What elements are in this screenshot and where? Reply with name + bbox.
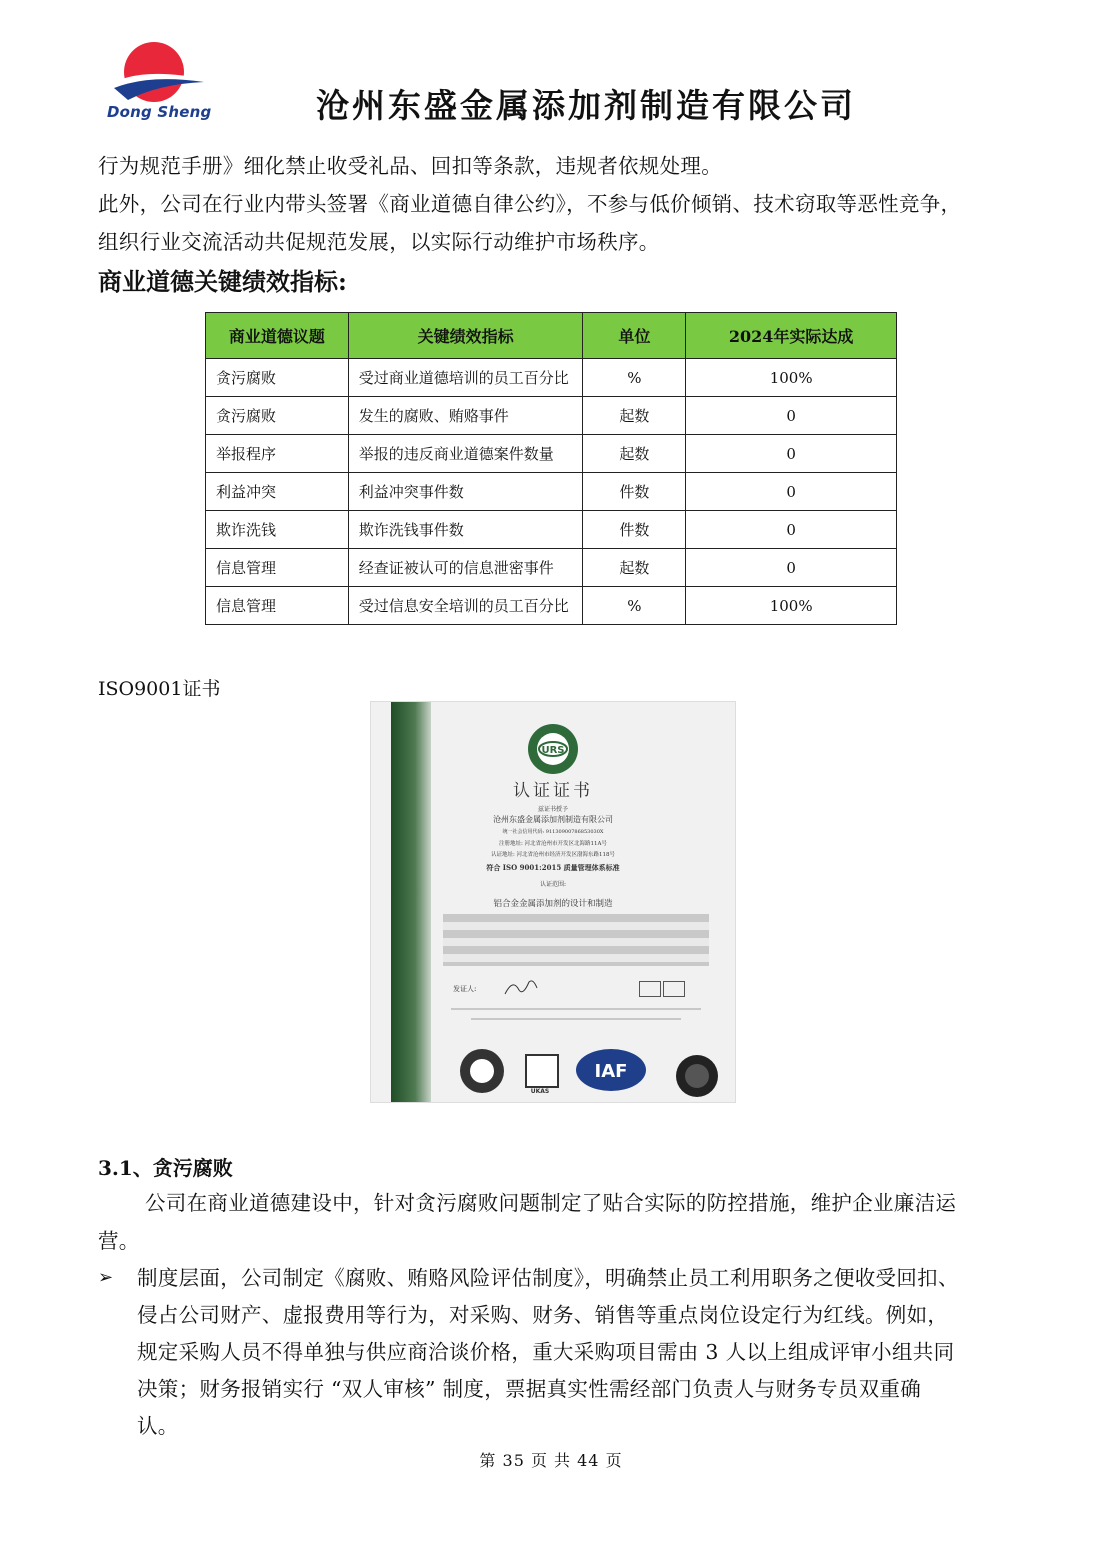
section-p1-line-1: 公司在商业道德建设中，针对贪污腐败问题制定了贴合实际的防控措施，维护企业廉洁运 bbox=[145, 1191, 957, 1215]
iso-certificate-image bbox=[370, 701, 736, 1103]
cert-company: 沧州东盛金属添加剂制造有限公司 bbox=[493, 815, 613, 824]
cert-line bbox=[471, 1018, 681, 1020]
cert-signer: 发证人: bbox=[453, 985, 477, 993]
cert-scope: 铝合金金属添加剂的设计和制造 bbox=[493, 899, 613, 909]
header-topic: 商业道德议题 bbox=[206, 313, 349, 359]
header-achieved: 2024年实际达成 bbox=[686, 313, 897, 359]
intro-line-3: 组织行业交流活动共促规范发展，以实际行动维护市场秩序。 bbox=[98, 230, 660, 254]
section-p1-line-2: 营。 bbox=[98, 1229, 140, 1253]
intro-line-1: 行为规范手册》细化禁止收受礼品、回扣等条款，违规者依规处理。 bbox=[98, 154, 722, 178]
cell-topic: 欺诈洗钱 bbox=[206, 511, 349, 549]
cert-standard: 符合 ISO 9001:2015 质量管理体系标准 bbox=[486, 863, 620, 872]
cert-data-table bbox=[443, 914, 709, 966]
cell-value: 100% bbox=[686, 359, 897, 397]
cell-topic: 举报程序 bbox=[206, 435, 349, 473]
bullet-line-4: 决策；财务报销实行 “双人审核” 制度，票据真实性需经部门负责人与财务专员双重确 bbox=[137, 1377, 921, 1401]
cell-topic: 贪污腐败 bbox=[206, 397, 349, 435]
cell-value: 100% bbox=[686, 587, 897, 625]
ukas-icon bbox=[525, 1054, 559, 1088]
table-row bbox=[206, 397, 897, 435]
cell-kpi: 发生的腐败、贿赂事件 bbox=[348, 397, 583, 435]
logo-text: Dong Sheng bbox=[107, 103, 212, 121]
cell-unit: 件数 bbox=[583, 473, 686, 511]
iso-label: ISO9001证书 bbox=[98, 678, 221, 700]
cell-topic: 信息管理 bbox=[206, 549, 349, 587]
cell-topic: 信息管理 bbox=[206, 587, 349, 625]
cell-kpi: 欺诈洗钱事件数 bbox=[348, 511, 583, 549]
cert-box bbox=[639, 981, 661, 997]
page-number: 第 35 页 共 44 页 bbox=[479, 1451, 623, 1470]
signature-icon bbox=[501, 976, 541, 998]
urs-seal-icon bbox=[526, 722, 580, 776]
cell-value: 0 bbox=[686, 397, 897, 435]
cert-granted: 兹证书授予 bbox=[537, 806, 568, 813]
table-row bbox=[206, 511, 897, 549]
accreditation-seal-icon bbox=[675, 1054, 719, 1098]
cell-kpi: 受过商业道德培训的员工百分比 bbox=[348, 359, 583, 397]
cell-kpi: 举报的违反商业道德案件数量 bbox=[348, 435, 583, 473]
cell-value: 0 bbox=[686, 511, 897, 549]
cell-unit: 起数 bbox=[583, 397, 686, 435]
table-row bbox=[206, 587, 897, 625]
cert-box bbox=[663, 981, 685, 997]
table-row bbox=[206, 359, 897, 397]
cert-line bbox=[451, 1008, 701, 1010]
bullet-line-1: 制度层面，公司制定《腐败、贿赂风险评估制度》，明确禁止员工利用职务之便收受回扣、 bbox=[137, 1266, 959, 1290]
cell-value: 0 bbox=[686, 473, 897, 511]
cell-topic: 利益冲突 bbox=[206, 473, 349, 511]
cert-cert-addr: 认证地址: 河北省沧州市经济开发区渤海东路118号 bbox=[490, 852, 616, 858]
seal-text: URS bbox=[541, 745, 565, 756]
cert-scope-label: 认证范围: bbox=[539, 881, 567, 888]
cert-title: 认证证书 bbox=[513, 781, 593, 801]
kpi-heading: 商业道德关键绩效指标: bbox=[98, 267, 347, 296]
table-row bbox=[206, 473, 897, 511]
cell-kpi: 利益冲突事件数 bbox=[348, 473, 583, 511]
cell-unit: 起数 bbox=[583, 435, 686, 473]
cell-value: 0 bbox=[686, 549, 897, 587]
cell-kpi: 经查证被认可的信息泄密事件 bbox=[348, 549, 583, 587]
bullet-line-3: 规定采购人员不得单独与供应商洽谈价格，重大采购项目需由 3 人以上组成评审小组共同 bbox=[137, 1340, 955, 1364]
section-title: 3.1、贪污腐败 bbox=[98, 1156, 233, 1180]
table-row bbox=[206, 549, 897, 587]
company-name: 沧州东盛金属添加剂制造有限公司 bbox=[316, 86, 856, 125]
cert-code: 统一社会信用代码: 91130900786853030X bbox=[502, 829, 604, 835]
cell-value: 0 bbox=[686, 435, 897, 473]
bullet-line-5: 认。 bbox=[137, 1414, 179, 1438]
cell-topic: 贪污腐败 bbox=[206, 359, 349, 397]
bullet-line-2: 侵占公司财产、虚报费用等行为，对采购、财务、销售等重点岗位设定行为红线。例如， bbox=[137, 1303, 949, 1327]
intro-line-2: 此外，公司在行业内带头签署《商业道德自律公约》，不参与低价倾销、技术窃取等恶性竞争， bbox=[98, 192, 962, 216]
table-row bbox=[206, 435, 897, 473]
cell-unit: % bbox=[583, 359, 686, 397]
cell-unit: 起数 bbox=[583, 549, 686, 587]
header-kpi: 关键绩效指标 bbox=[348, 313, 583, 359]
header-unit: 单位 bbox=[583, 313, 686, 359]
cell-unit: % bbox=[583, 587, 686, 625]
iaf-badge-icon bbox=[575, 1048, 647, 1092]
cell-kpi: 受过信息安全培训的员工百分比 bbox=[348, 587, 583, 625]
kpi-table bbox=[205, 312, 897, 625]
ukas-text: UKAS bbox=[530, 1088, 550, 1095]
table-header-row bbox=[206, 313, 897, 359]
iaf-text: IAF bbox=[594, 1061, 628, 1082]
cell-unit: 件数 bbox=[583, 511, 686, 549]
cert-reg-addr: 注册地址: 河北省沧州市开发区北海路11A号 bbox=[498, 841, 608, 847]
urs-badge-icon bbox=[459, 1048, 505, 1094]
bullet-arrow-icon: ➢ bbox=[98, 1267, 114, 1288]
